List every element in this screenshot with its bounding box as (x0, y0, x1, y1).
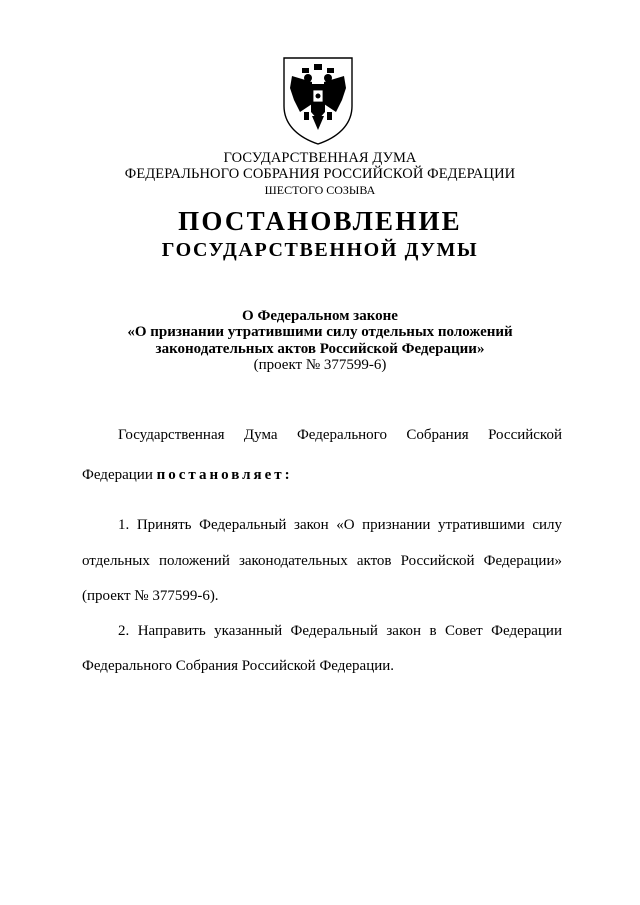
intro-line-2 (82, 466, 562, 484)
item-2-line-1: 2. Направить указанный Федеральный закон в Совет Федерации (118, 623, 562, 639)
item-1-line-2: отдельных положений законодательных актов Российской Федерации» (82, 553, 562, 569)
intro-federation-word: Федерации (82, 467, 153, 483)
subject-line-3: законодательных актов Российской Федерации» (155, 341, 485, 357)
subject-project-number: (проект № 377599-6) (253, 357, 387, 373)
header-line-2: ФЕДЕРАЛЬНОГО СОБРАНИЯ РОССИЙСКОЙ ФЕДЕРАЦИИ (124, 166, 516, 182)
intro-decree-word: постановляет: (156, 467, 293, 483)
state-emblem-icon (278, 54, 358, 146)
document-subtitle: ГОСУДАРСТВЕННОЙ ДУМЫ (161, 239, 479, 261)
subject-line-2: «О признании утратившими силу отдельных положений (127, 324, 513, 340)
item-2-line-2: Федерального Собрания Российской Федерации. (82, 658, 395, 674)
header-line-1: ГОСУДАРСТВЕННАЯ ДУМА (223, 150, 417, 166)
subject-line-1: О Федеральном законе (242, 308, 398, 324)
item-1-line-3: (проект № 377599-6). (82, 588, 219, 604)
item-1-line-1: 1. Принять Федеральный закон «О признании утратившими силу (118, 517, 562, 533)
header-line-3: ШЕСТОГО СОЗЫВА (264, 183, 376, 197)
document-title: ПОСТАНОВЛЕНИЕ (178, 206, 462, 236)
intro-line-1: Государственная Дума Федерального Собрания Российской (118, 427, 562, 443)
